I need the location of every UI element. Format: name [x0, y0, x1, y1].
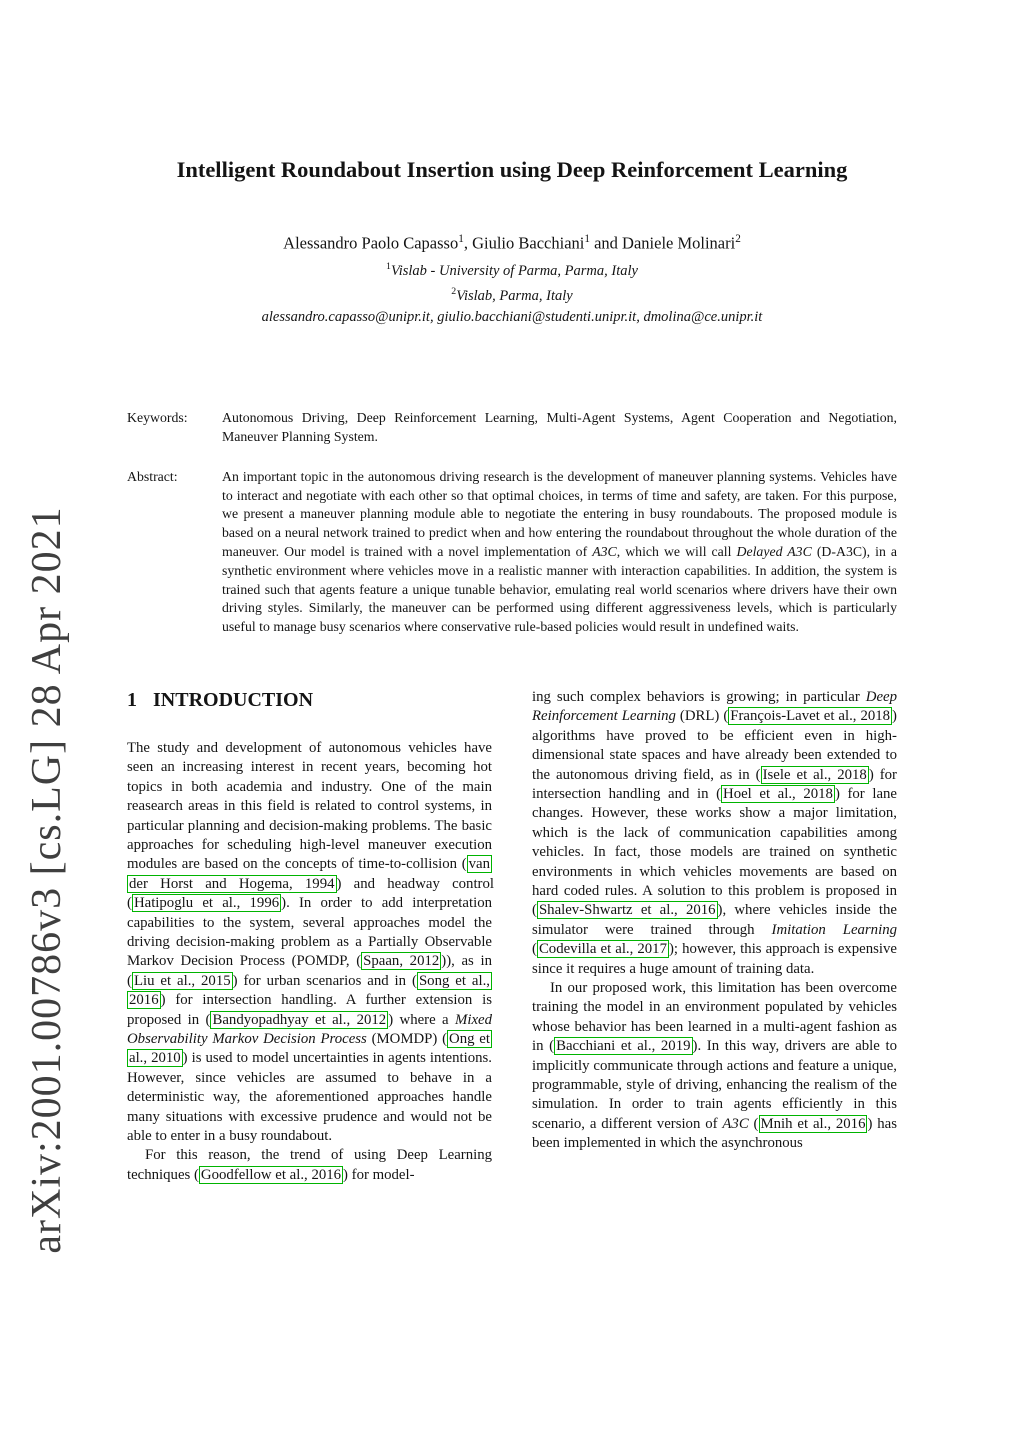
citation-link[interactable]: Hatipoglu et al., 1996 — [133, 895, 280, 912]
keywords-block — [127, 409, 897, 447]
intro-right-paragraph-2: In our proposed work, this limitation has been overcome training the model in an environment populated by vehicles whose behavior has been learned in a multi-agent fashion as in ( Bacchiani et al., 2019 ). In this way, drivers are able to implicitly communicate through actions and feature a unique, programmable, style of driving, enhancing the realism of the simulation. In order to train agents efficiently in this scenario, a different version of A3C ( Mnih et al., 2016 ) has been implemented in which the asynchronous — [532, 980, 898, 1152]
citation-link[interactable]: Codevilla et al., 2017 — [538, 941, 667, 958]
left-column — [127, 688, 492, 1185]
section-title: INTRODUCTION — [153, 688, 314, 711]
abstract-text: An important topic in the autonomous driving research is the development of maneuver planning systems. Vehicles have to interact and negotiate with each other so that optimal choices, in terms of time and safety, are taken. For this purpose, we present a maneuver planning module able to negotiate the entering in busy roundabouts. The proposed module is based on a neural network trained to predict when and how entering the roundabout throughout the whole duration of the maneuver. Our model is trained with a novel implementation of A3C, which we will call Delayed A3C (D-A3C), in a synthetic environment where vehicles move in a realistic manner with interaction capabilities. In addition, the system is trained such that agents feature a unique tunable behavior, emulating real world scenarios where drivers have their own driving styles. Similarly, the maneuver can be performed using different aggressiveness levels, which is particularly useful to manage busy scenarios where conservative rule-based policies would result in undefined waits. — [222, 468, 897, 635]
right-column — [532, 688, 897, 1185]
citation-link[interactable]: Isele et al., 2018 — [762, 766, 867, 783]
intro-left-paragraph-1: The study and development of autonomous vehicles have seen an increasing interest in recent years, becoming hot topics in both academia and industry. One of the main reasearch areas in this field is related to control systems, in particular planning and decision-making problems. The basic approaches for scheduling high-level maneuver execution modules are based on the concepts of time-to-collision ( van der Horst and Hogema, 1994 ) and headway control ( Hatipoglu et al., 1996 ). In order to add interpretation capabilities to the system, several approaches model the driving decision-making problem as a Partially Observable Markov Decision Process (POMDP, ( Spaan, 2012 )), as in ( Liu et al., 2015 ) for urban scenarios and in ( Song et al., 2016 ) for intersection handling. A further extension is proposed in ( Bandyopadhyay et al., 2012 ) where a Mixed Observability Markov Decision Process (MOMDP) ( Ong et al., 2010 ) is used to model uncertainties in agents intentions. However, since vehicles are assumed to behave in a deterministic way, the aforementioned approaches handle many situations with excessive prudence and would not be able to enter in a busy roundabout. — [127, 739, 494, 1145]
paper-title: Intelligent Roundabout Insertion using Deep Reinforcement Learning — [176, 157, 848, 182]
section-number: 1 — [127, 688, 137, 711]
section-heading-introduction — [127, 688, 492, 712]
citation-link[interactable]: Hoel et al., 2018 — [723, 785, 833, 802]
intro-right-paragraph-1: ing such complex behaviors is growing; in particular Deep Reinforcement Learning (DRL) ( François-Lavet et al., 2018 ) algorithms have proved to be efficient even in high-dimensional state spaces and have already been extended to the autonomous driving field, as in ( Isele et al., 2018 ) for intersection handling and in ( Hoel et al., 2018 ) for lane changes. However, these works show a major limitation, which is the lack of communication capabilities among vehicles. In fact, those models are trained on synthetic environments in which vehicles movements are based on hard coded rules. A solution to this problem is proposed in ( Shalev-Shwartz et al., 2016 ), where vehicles inside the simulator were trained through Imitation Learning ( Codevilla et al., 2017 ); however, this approach is expensive since it requires a huge amount of training data. — [532, 688, 897, 977]
citation-link[interactable]: François-Lavet et al., 2018 — [730, 708, 891, 725]
affiliation-line-1: $^1$Vislab - University of Parma, Parma, Italy — [386, 260, 638, 279]
two-column-body — [127, 688, 897, 1185]
emails-line: alessandro.capasso@unipr.it, giulio.bacchiani@studenti.unipr.it, dmolina@ce.unipr.it — [261, 309, 763, 326]
citation-link[interactable]: Spaan, 2012 — [363, 953, 440, 970]
citation-link[interactable]: Liu et al., 2015 — [133, 972, 231, 989]
citation-link[interactable]: Shalev-Shwartz et al., 2016 — [538, 902, 716, 919]
citation-link[interactable]: Goodfellow et al., 2016 — [200, 1166, 342, 1183]
intro-left-paragraph-2: For this reason, the trend of using Deep Learning techniques ( Goodfellow et al., 2016 ) for model- — [127, 1147, 492, 1183]
authors-line: Alessandro Paolo Capasso$^1$, Giulio Bacchiani$^1$ and Daniele Molinari$^2$ — [283, 233, 741, 253]
keywords-label: Keywords: — [127, 410, 188, 426]
citation-link[interactable]: Ong et al., 2010 — [129, 1031, 490, 1067]
arxiv-watermark: arXiv:2001.00786v3 [cs.LG] 28 Apr 2021 — [24, 506, 70, 1254]
citation-link[interactable]: Mnih et al., 2016 — [760, 1115, 866, 1132]
paper-content — [127, 0, 897, 1185]
keywords-text: Autonomous Driving, Deep Reinforcement Learning, Multi-Agent Systems, Agent Cooperation and Negotiation, Maneuver Planning System. — [222, 410, 897, 444]
citation-link[interactable]: Bandyopadhyay et al., 2012 — [212, 1011, 387, 1028]
citation-link[interactable]: Bacchiani et al., 2019 — [556, 1038, 691, 1055]
affiliation-line-2: $^2$Vislab, Parma, Italy — [451, 286, 573, 305]
citation-link[interactable]: Song et al., 2016 — [129, 972, 490, 1009]
abstract-block — [127, 468, 897, 637]
abstract-label: Abstract: — [127, 468, 178, 484]
citation-link[interactable]: van der Horst and Hogema, 1994 — [129, 856, 490, 892]
